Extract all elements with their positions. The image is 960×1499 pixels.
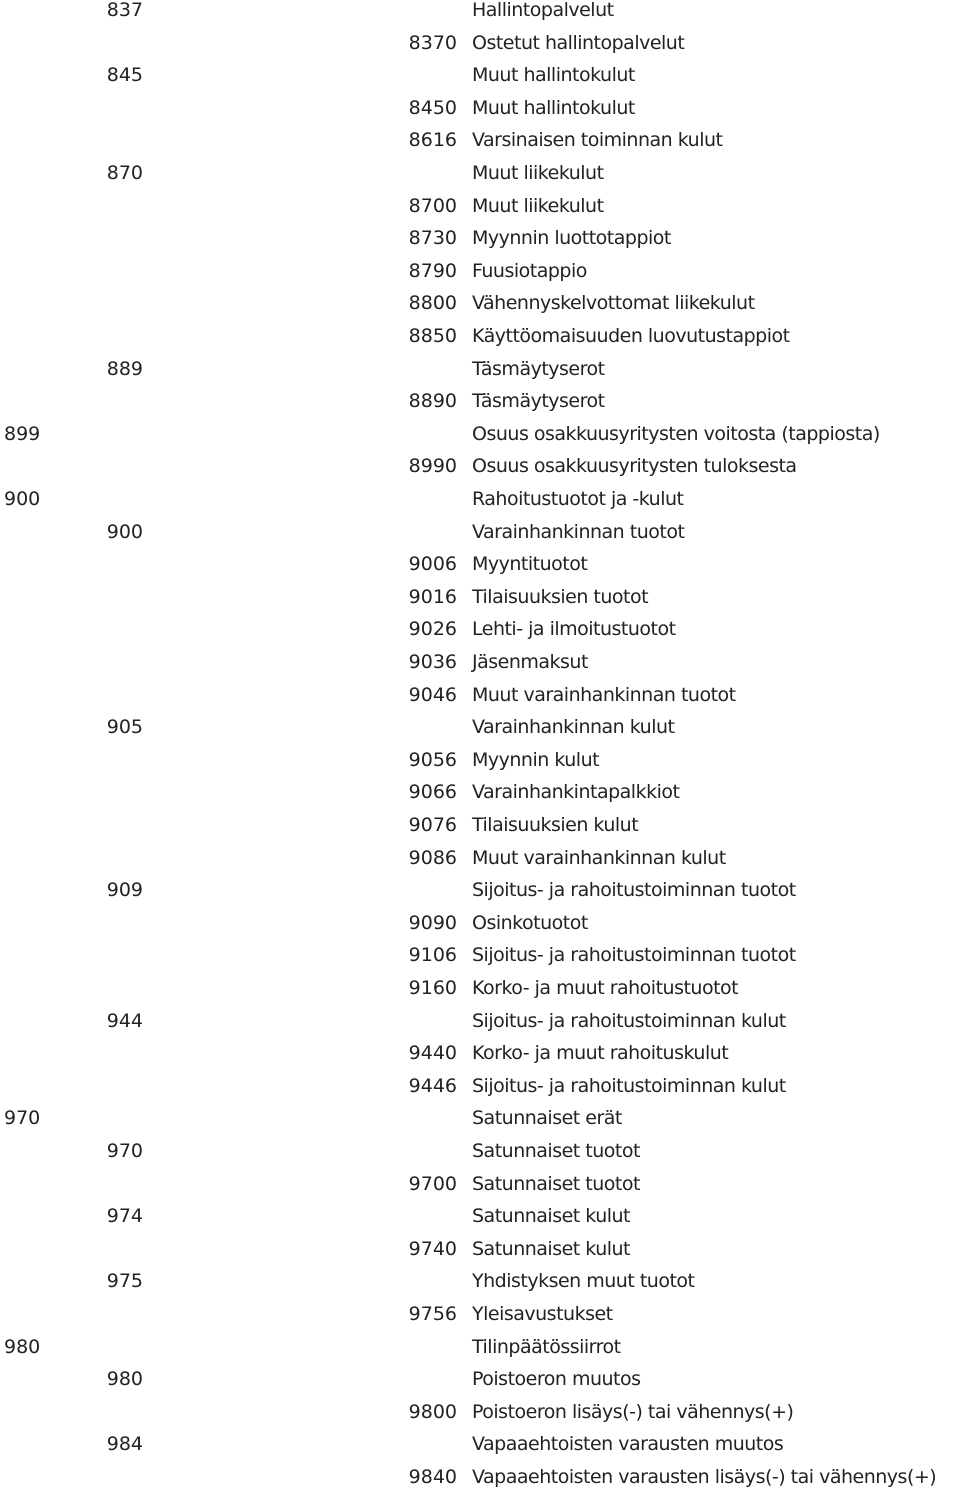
table-row xyxy=(0,879,960,912)
account-name: Satunnaiset kulut xyxy=(472,1237,631,1260)
account-number: 8616 xyxy=(408,129,457,152)
account-number xyxy=(0,64,457,97)
account-number: 8800 xyxy=(408,292,457,315)
account-number xyxy=(0,1140,457,1173)
account-number xyxy=(0,423,457,456)
account-number xyxy=(0,162,457,195)
account-number xyxy=(0,1433,457,1466)
account-name: Muut varainhankinnan tuotot xyxy=(472,683,736,706)
account-name: Muut liikekulut xyxy=(472,194,604,217)
table-row xyxy=(0,195,960,228)
account-name: Sijoitus- ja rahoitustoiminnan kulut xyxy=(472,1009,786,1032)
account-number: 8990 xyxy=(408,455,457,478)
account-number: 9756 xyxy=(408,1303,457,1325)
account-number xyxy=(0,0,457,32)
account-name: Satunnaiset tuotot xyxy=(472,1140,640,1162)
table-row xyxy=(0,1075,960,1108)
account-number xyxy=(0,879,457,912)
table-row xyxy=(0,1042,960,1075)
table-row xyxy=(0,390,960,423)
account-name: Satunnaiset kulut xyxy=(472,1205,631,1228)
account-name: Sijoitus- ja rahoitustoiminnan tuotot xyxy=(472,944,796,967)
account-number: 8450 xyxy=(408,96,457,119)
table-row xyxy=(0,651,960,684)
account-name: Hallintopalvelut xyxy=(472,0,614,21)
account-name: Varainhankintapalkkiot xyxy=(472,781,680,804)
table-row xyxy=(0,1368,960,1401)
account-number: 9026 xyxy=(408,618,457,641)
table-row xyxy=(0,847,960,880)
account-number xyxy=(0,1010,457,1043)
account-number: 9086 xyxy=(408,846,457,869)
table-row xyxy=(0,32,960,65)
account-name: Korko- ja muut rahoitustuotot xyxy=(472,977,739,999)
account-number xyxy=(0,488,457,521)
account-name: Lehti- ja ilmoitustuotot xyxy=(472,618,676,641)
account-number: 9016 xyxy=(408,585,457,608)
account-name: Vapaaehtoisten varausten muutos xyxy=(472,1433,784,1456)
account-name: Poistoeron muutos xyxy=(472,1368,641,1391)
account-number: 9006 xyxy=(408,553,457,576)
table-row xyxy=(0,292,960,325)
account-number xyxy=(0,521,457,554)
account-name: Rahoitustuotot ja -kulut xyxy=(472,488,684,510)
table-row xyxy=(0,1238,960,1271)
table-row xyxy=(0,227,960,260)
table-row xyxy=(0,749,960,782)
account-name: Muut hallintokulut xyxy=(472,64,635,87)
account-group-code: 900 xyxy=(106,520,143,543)
account-number: 9700 xyxy=(408,1172,457,1195)
table-row xyxy=(0,129,960,162)
account-number: 8890 xyxy=(408,390,457,413)
account-number: 8790 xyxy=(408,259,457,282)
account-number: 9036 xyxy=(408,651,457,673)
table-row xyxy=(0,977,960,1010)
account-number: 9056 xyxy=(408,748,457,771)
account-group-code: 970 xyxy=(106,1140,143,1162)
account-name: Vapaaehtoisten varausten lisäys(-) tai vähennys(+) xyxy=(472,1466,937,1488)
account-number: 9090 xyxy=(408,911,457,934)
account-name: Tilinpäätössiirrot xyxy=(472,1335,621,1358)
account-name: Yleisavustukset xyxy=(472,1303,613,1325)
account-group-code: 909 xyxy=(106,879,143,902)
account-number: 9066 xyxy=(408,781,457,804)
account-group-code: 845 xyxy=(106,64,143,87)
account-name: Myynnin luottotappiot xyxy=(472,227,671,250)
account-number: 9740 xyxy=(408,1237,457,1260)
table-row xyxy=(0,1466,960,1499)
table-row xyxy=(0,162,960,195)
main-account-code: 900 xyxy=(4,488,41,510)
table-row xyxy=(0,1401,960,1434)
table-row xyxy=(0,1303,960,1336)
table-row xyxy=(0,781,960,814)
account-number xyxy=(0,358,457,391)
account-group-code: 905 xyxy=(106,716,143,739)
account-number xyxy=(0,1336,457,1369)
account-name: Tilaisuuksien tuotot xyxy=(472,585,649,608)
table-row xyxy=(0,358,960,391)
account-name: Fuusiotappio xyxy=(472,259,587,282)
account-name: Poistoeron lisäys(-) tai vähennys(+) xyxy=(472,1400,794,1423)
table-row xyxy=(0,553,960,586)
table-row xyxy=(0,325,960,358)
table-row xyxy=(0,521,960,554)
account-number: 9446 xyxy=(408,1074,457,1097)
account-name: Muut varainhankinnan kulut xyxy=(472,846,726,869)
table-row xyxy=(0,260,960,293)
table-row xyxy=(0,0,960,32)
account-name: Osuus osakkuusyritysten voitosta (tappiosta) xyxy=(472,422,880,445)
main-account-code: 970 xyxy=(4,1107,41,1130)
account-number: 8730 xyxy=(408,227,457,250)
account-name: Sijoitus- ja rahoitustoiminnan tuotot xyxy=(472,879,796,902)
account-number: 8850 xyxy=(408,325,457,347)
account-number xyxy=(0,1270,457,1303)
account-name: Yhdistyksen muut tuotot xyxy=(472,1270,695,1293)
account-name: Varainhankinnan kulut xyxy=(472,716,675,739)
table-row xyxy=(0,944,960,977)
account-name: Varainhankinnan tuotot xyxy=(472,520,685,543)
account-number: 9440 xyxy=(408,1042,457,1065)
account-number: 9106 xyxy=(408,944,457,967)
account-name: Muut hallintokulut xyxy=(472,96,635,119)
table-row xyxy=(0,1010,960,1043)
table-row xyxy=(0,912,960,945)
table-row xyxy=(0,586,960,619)
account-name: Täsmäytyserot xyxy=(472,390,605,413)
table-row xyxy=(0,1270,960,1303)
table-row xyxy=(0,1205,960,1238)
table-row xyxy=(0,814,960,847)
table-row xyxy=(0,423,960,456)
table-row xyxy=(0,1140,960,1173)
account-name: Sijoitus- ja rahoitustoiminnan kulut xyxy=(472,1074,786,1097)
account-number: 9046 xyxy=(408,683,457,706)
main-account-code: 899 xyxy=(4,422,41,445)
account-name: Täsmäytyserot xyxy=(472,357,605,380)
account-group-code: 889 xyxy=(106,357,143,380)
account-number: 9840 xyxy=(408,1466,457,1488)
account-name: Satunnaiset tuotot xyxy=(472,1172,640,1195)
account-name: Satunnaiset erät xyxy=(472,1107,622,1130)
account-group-code: 984 xyxy=(106,1433,143,1456)
account-group-code: 975 xyxy=(106,1270,143,1293)
table-row xyxy=(0,618,960,651)
account-number: 9800 xyxy=(408,1400,457,1423)
account-group-code: 944 xyxy=(106,1009,143,1032)
table-row xyxy=(0,488,960,521)
main-account-code: 980 xyxy=(4,1335,41,1358)
account-name: Varsinaisen toiminnan kulut xyxy=(472,129,723,152)
account-group-code: 980 xyxy=(106,1368,143,1391)
account-number xyxy=(0,1107,457,1140)
table-row xyxy=(0,1336,960,1369)
account-number xyxy=(0,1368,457,1401)
account-name: Tilaisuuksien kulut xyxy=(472,814,639,836)
account-number: 8700 xyxy=(408,194,457,217)
account-number: 9076 xyxy=(408,814,457,836)
account-name: Osinkotuotot xyxy=(472,911,588,934)
table-row xyxy=(0,684,960,717)
table-row xyxy=(0,716,960,749)
account-name: Ostetut hallintopalvelut xyxy=(472,31,685,54)
account-name: Vähennyskelvottomat liikekulut xyxy=(472,292,755,315)
account-name: Osuus osakkuusyritysten tuloksesta xyxy=(472,455,797,478)
table-row xyxy=(0,97,960,130)
table-row xyxy=(0,64,960,97)
account-group-code: 974 xyxy=(106,1205,143,1228)
account-number: 8370 xyxy=(408,31,457,54)
account-group-code: 837 xyxy=(106,0,143,21)
table-row xyxy=(0,1433,960,1466)
account-name: Käyttöomaisuuden luovutustappiot xyxy=(472,325,790,347)
account-name: Myynnin kulut xyxy=(472,748,600,771)
account-name: Jäsenmaksut xyxy=(472,651,588,673)
table-row xyxy=(0,1107,960,1140)
account-number xyxy=(0,716,457,749)
account-number: 9160 xyxy=(408,977,457,999)
table-row xyxy=(0,455,960,488)
account-name: Korko- ja muut rahoituskulut xyxy=(472,1042,729,1065)
table-row xyxy=(0,1173,960,1206)
account-name: Myyntituotot xyxy=(472,553,588,576)
account-number xyxy=(0,1205,457,1238)
account-group-code: 870 xyxy=(106,162,143,184)
account-name: Muut liikekulut xyxy=(472,162,604,184)
